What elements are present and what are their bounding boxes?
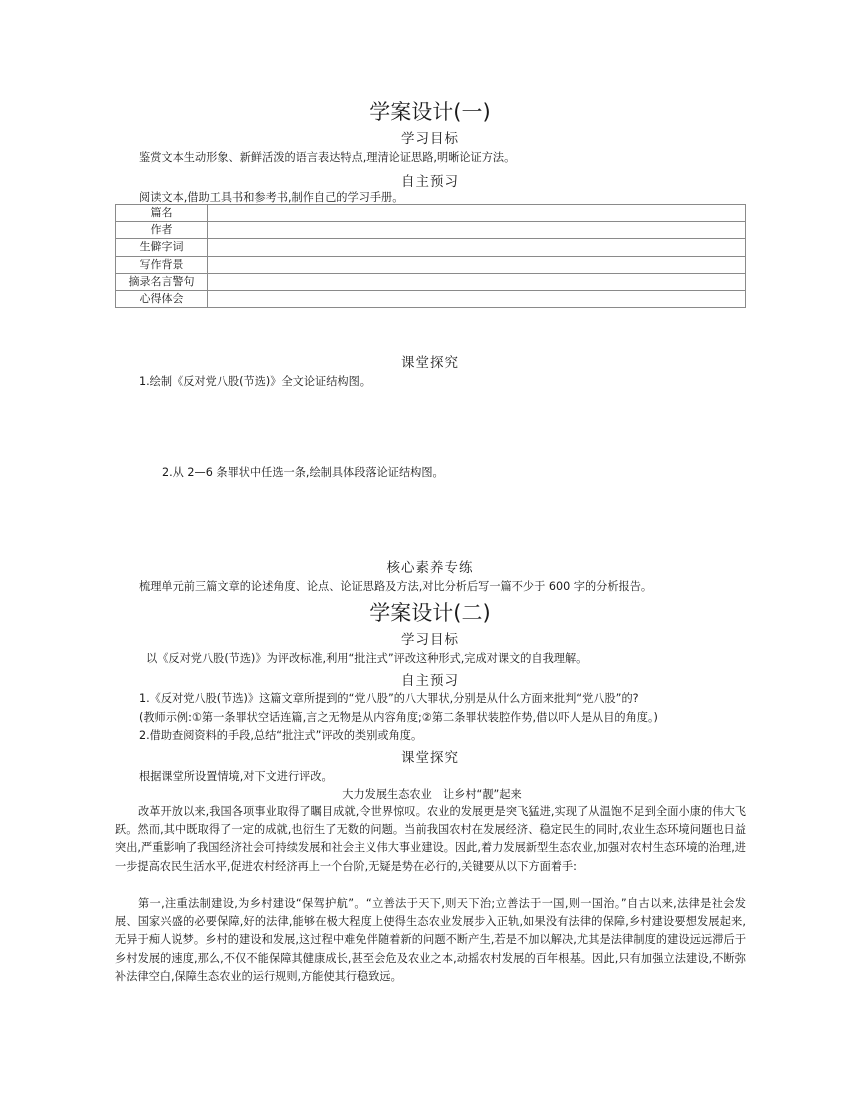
part2-title: 学案设计(二) (369, 601, 491, 625)
part2-preview-heading: 自主预习 (401, 673, 459, 689)
article-title: 大力发展生态农业 让乡村“靓”起来 (342, 788, 522, 801)
table-row-label: 篇名 (116, 205, 208, 222)
table-row-blank[interactable] (208, 239, 746, 256)
part1-explore-q1: 1.绘制《反对党八股(节选)》全文论证结构图。 (139, 375, 371, 388)
table-row-label: 写作背景 (116, 256, 208, 273)
part1-preview-text: 阅读文本,借助工具书和参考书,制作自己的学习手册。 (139, 191, 404, 204)
part2-preview-q2: 2.借助查阅资料的手段,总结“批注式”评改的类别或角度。 (139, 729, 423, 742)
table-row-blank[interactable] (208, 256, 746, 273)
table-row-blank[interactable] (208, 205, 746, 222)
part1-explore-heading: 课堂探究 (401, 355, 459, 371)
table-row-label: 摘录名言警句 (116, 273, 208, 290)
table-row-label: 作者 (116, 222, 208, 239)
table-row (116, 273, 746, 290)
part1-objective-text: 鉴赏文本生动形象、新鲜活泼的语言表达特点,理清论证思路,明晰论证方法。 (139, 151, 516, 164)
part2-objective-text: 以《反对党八股(节选)》为评改标准,利用“批注式”评改这种形式,完成对课文的自我理解。 (146, 652, 588, 665)
table-row (116, 222, 746, 239)
table-row-label: 心得体会 (116, 290, 208, 307)
table-row-blank[interactable] (208, 290, 746, 307)
table-row-blank[interactable] (208, 273, 746, 290)
part1-core-heading: 核心素养专练 (386, 560, 474, 576)
part1-core-text: 梳理单元前三篇文章的论述角度、论点、论证思路及方法,对比分析后写一篇不少于 600 字的分析报告。 (139, 580, 653, 593)
part1-objective-heading: 学习目标 (401, 131, 459, 147)
table-row-blank[interactable] (208, 222, 746, 239)
table-row (116, 290, 746, 307)
part1-preview-heading: 自主预习 (401, 174, 459, 190)
part2-preview-example: (教师示例:①第一条罪状空话连篇,言之无物是从内容角度;②第二条罪状装腔作势,借以吓人是从目的角度。) (139, 711, 658, 724)
part2-preview-q1: 1.《反对党八股(节选)》这篇文章所提到的“党八股”的八大罪状,分别是从什么方面来批判“党八股”的? (139, 692, 639, 705)
part2-explore-heading: 课堂探究 (401, 750, 459, 766)
table-row (116, 256, 746, 273)
part2-objective-heading: 学习目标 (401, 632, 459, 648)
part2-explore-intro: 根据课堂所设置情境,对下文进行评改。 (139, 770, 333, 783)
article-paragraph-1: 改革开放以来,我国各项事业取得了瞩目成就,令世界惊叹。农业的发展更是突飞猛进,实现了从温饱不足到全面小康的伟大飞跃。然而,其中既取得了一定的成就,也衍生了无数的问题。当前我国农村在发展经济、稳定民生的同时,农业生态环境问题也日益突出,严重影响了我国经济社会可持续发展和社会主义伟大事业建设。因此,着力发展新型生态农业,加强对农村生态环境的治理,进一步提高农民生活水平,促进农村经济再上一个台阶,无疑是势在必行的,关键要从以下方面着手: (115, 805, 746, 873)
part1-explore-q2: 2.从 2—6 条罪状中任选一条,绘制具体段落论证结构图。 (162, 466, 444, 479)
table-row-label: 生僻字词 (116, 239, 208, 256)
table-row (116, 239, 746, 256)
table-row (116, 205, 746, 222)
part1-title: 学案设计(一) (369, 100, 491, 124)
study-handbook-table (115, 204, 746, 308)
article-paragraph-2: 第一,注重法制建设,为乡村建设“保驾护航”。“立善法于天下,则天下治;立善法于一国,则一国治。”自古以来,法律是社会发展、国家兴盛的必要保障,好的法律,能够在极大程度上使得生态农业发展步入正轨,如果没有法律的保障,乡村建设要想发展起来,无异于痴人说梦。乡村的建设和发展,这过程中难免伴随着新的问题不断产生,若是不加以解决,尤其是法律制度的建设远远滞后于乡村发展的速度,那么,不仅不能保障其健康成长,甚至会危及农业之本,动摇农村发展的百年根基。因此,只有加强立法建设,不断弥补法律空白,保障生态农业的运行规则,方能使其行稳致远。 (115, 897, 746, 983)
